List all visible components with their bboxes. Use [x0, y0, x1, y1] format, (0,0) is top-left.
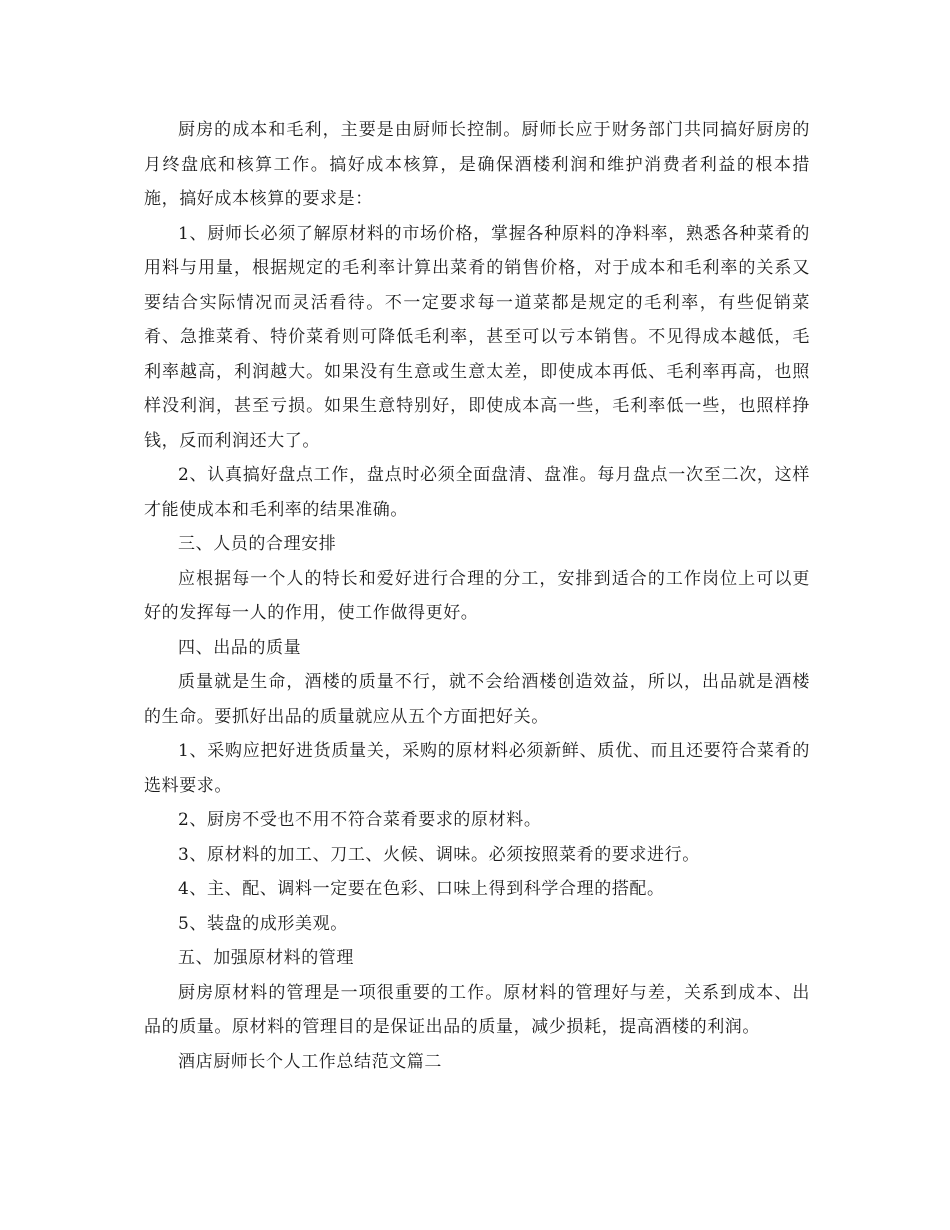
- paragraph-item-1: 1、厨师长必须了解原材料的市场价格，掌握各种原料的净料率，熟悉各种菜肴的用料与用量，根据规定的毛利率计算出菜肴的销售价格，对于成本和毛利率的关系又要结合实际情况而灵活看待。不一定要求每一道菜都是规定的毛利率，有些促销菜肴、急推菜肴、特价菜肴则可降低毛利率，甚至可以亏本销售。不见得成本越低，毛利率越高，利润越大。如果没有生意或生意太差，即使成本再低、毛利率再高，也照样没利润，甚至亏损。如果生意特别好，即使成本高一些，毛利率低一些，也照样挣钱，反而利润还大了。: [144, 223, 810, 451]
- list-item-5: 5、装盘的成形美观。: [178, 913, 348, 934]
- list-item-3: 3、原材料的加工、刀工、火候、调味。必须按照菜肴的要求进行。: [178, 844, 700, 865]
- heading-section-3: 三、人员的合理安排: [178, 534, 337, 554]
- paragraph-item-2: 2、认真搞好盘点工作，盘点时必须全面盘清、盘准。每月盘点一次至二次，这样才能使成本和毛利率的结果准确。: [144, 465, 810, 520]
- paragraph-section-5: 厨房原材料的管理是一项很重要的工作。原材料的管理好与差，关系到成本、出品的质量。原材料的管理目的是保证出品的质量，减少损耗，提高酒楼的利润。: [144, 982, 810, 1037]
- list-item-1: 1、采购应把好进货质量关，采购的原材料必须新鲜、质优、而且还要符合菜肴的选料要求。: [144, 741, 810, 796]
- heading-part-two: 酒店厨师长个人工作总结范文篇二: [178, 1051, 442, 1072]
- list-item-2: 2、厨房不受也不用不符合菜肴要求的原材料。: [178, 810, 542, 830]
- paragraph-section-4: 质量就是生命，酒楼的质量不行，就不会给酒楼创造效益，所以，出品就是酒楼的生命。要抓好出品的质量就应从五个方面把好关。: [144, 672, 810, 727]
- heading-section-5: 五、加强原材料的管理: [178, 948, 354, 968]
- heading-section-4: 四、出品的质量: [178, 637, 302, 658]
- paragraph-intro: 厨房的成本和毛利，主要是由厨师长控制。厨师长应于财务部门共同搞好厨房的月终盘底和核算工作。搞好成本核算，是确保酒楼利润和维护消费者利益的根本措施，搞好成本核算的要求是：: [144, 120, 810, 209]
- paragraph-section-3: 应根据每一个人的特长和爱好进行合理的分工，安排到适合的工作岗位上可以更好的发挥每一人的作用，使工作做得更好。: [144, 568, 810, 623]
- list-item-4: 4、主、配、调料一定要在色彩、口味上得到科学合理的搭配。: [178, 879, 665, 899]
